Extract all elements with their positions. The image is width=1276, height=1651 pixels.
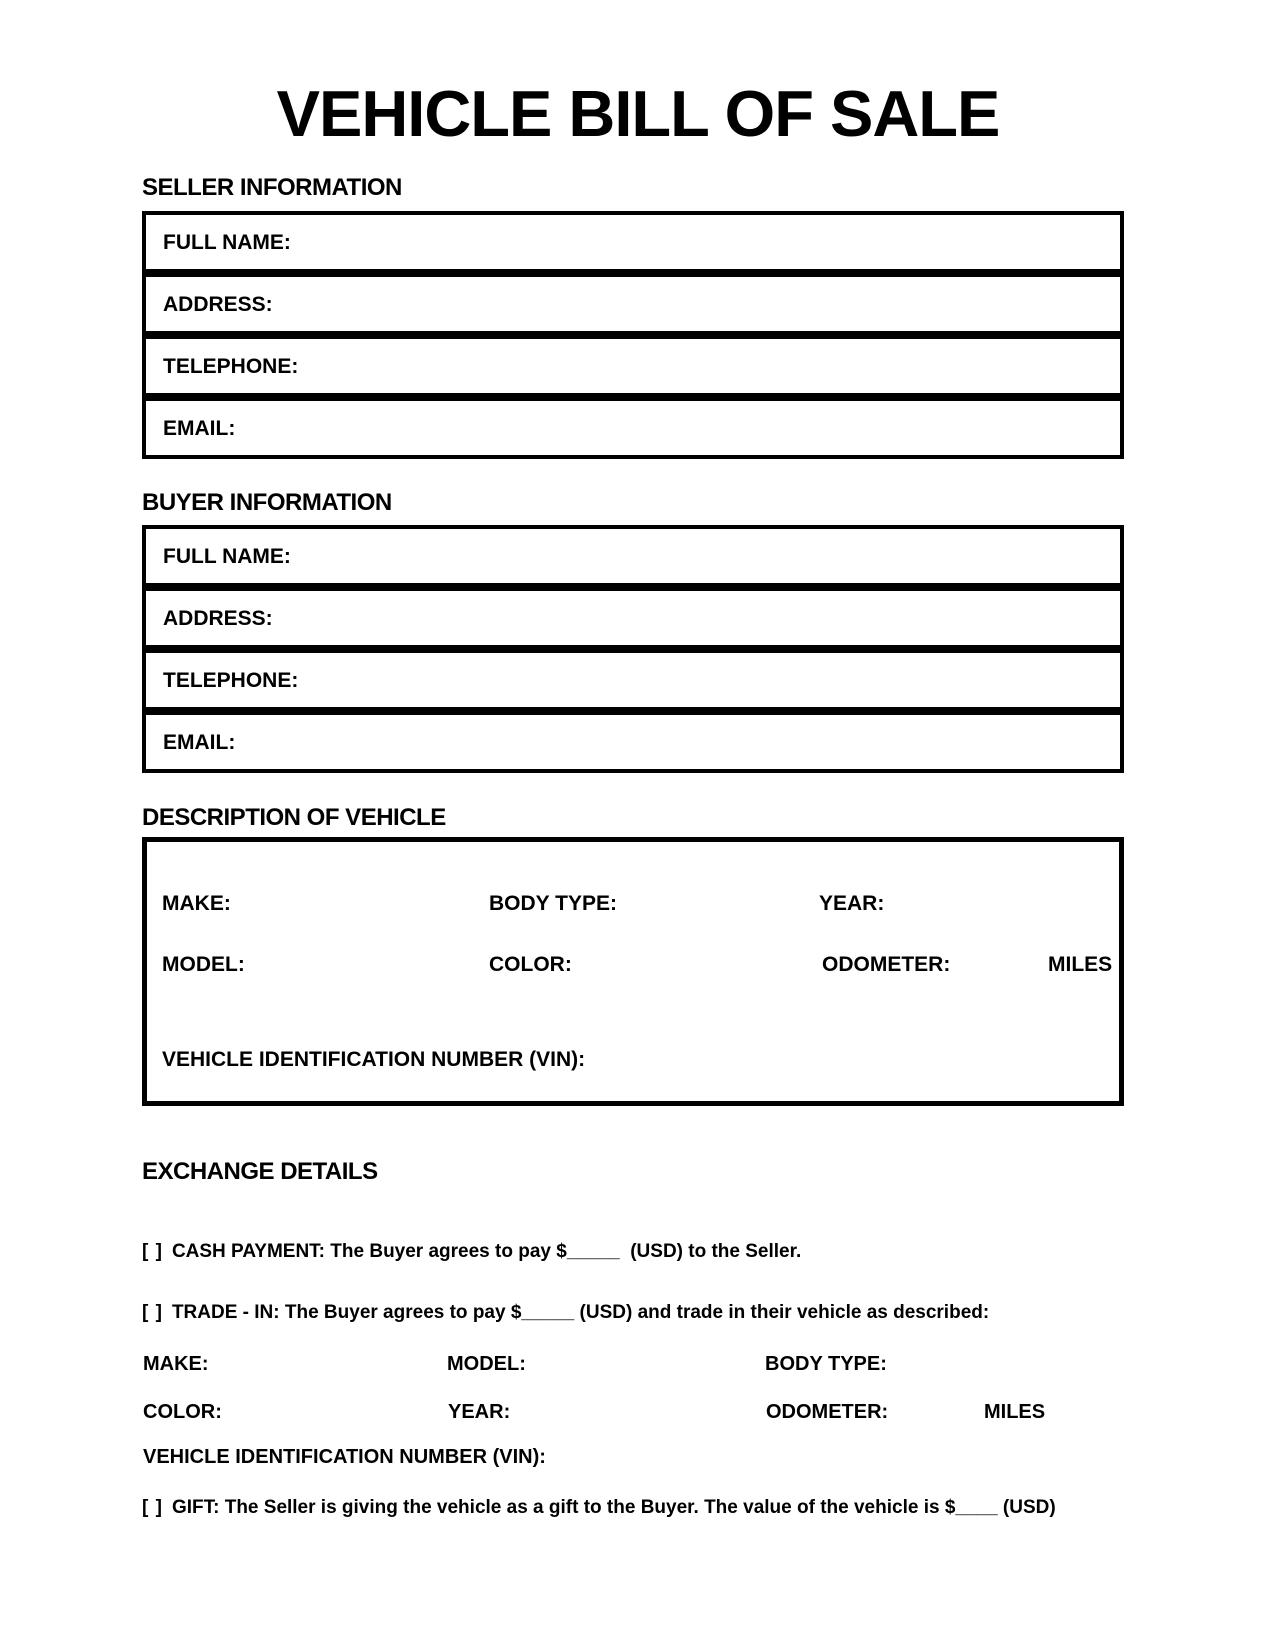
vehicle-row-1	[147, 892, 1119, 916]
buyer-address-value[interactable]	[281, 591, 1120, 645]
trade-in-text: TRADE - IN: The Buyer agrees to pay $_____ (USD) and trade in their vehicle as described:	[171, 1302, 990, 1323]
trade-odometer-label: ODOMETER:	[766, 1401, 889, 1423]
seller-email-label: EMAIL:	[163, 416, 236, 440]
vehicle-body-type-field[interactable]	[489, 892, 743, 916]
buyer-email-label: EMAIL:	[163, 730, 236, 754]
buyer-fields-table	[142, 525, 1124, 773]
seller-telephone-value[interactable]	[306, 339, 1120, 393]
trade-model-label: MODEL:	[447, 1353, 526, 1375]
trade-make-value[interactable]	[214, 1358, 324, 1376]
buyer-telephone-field[interactable]	[142, 649, 1124, 711]
seller-telephone-label: TELEPHONE:	[163, 354, 299, 378]
vehicle-model-label: MODEL:	[162, 953, 245, 976]
seller-address-value[interactable]	[281, 277, 1120, 331]
vehicle-year-value[interactable]	[890, 896, 1010, 916]
vehicle-body-type-label: BODY TYPE:	[489, 892, 617, 915]
vehicle-odometer-value[interactable]	[956, 957, 1046, 977]
trade-color-label: COLOR:	[143, 1401, 222, 1423]
vehicle-vin-field[interactable]	[162, 1048, 891, 1072]
vehicle-vin-row	[147, 1048, 1119, 1072]
buyer-email-field[interactable]	[142, 711, 1124, 773]
trade-year-label: YEAR:	[448, 1401, 511, 1423]
vehicle-color-label: COLOR:	[489, 953, 572, 976]
trade-year-field[interactable]	[448, 1400, 626, 1424]
gift-text: GIFT: The Seller is giving the vehicle as a gift to the Buyer. The value of the vehicle is $____ (USD)	[171, 1497, 1056, 1518]
trade-in-checkbox[interactable]: [ ]	[142, 1302, 163, 1323]
document-title: VEHICLE BILL OF SALE	[276, 77, 1000, 150]
vehicle-odometer-field[interactable]	[822, 953, 1046, 977]
trade-make-field[interactable]	[143, 1352, 324, 1376]
vehicle-odometer-label: ODOMETER:	[822, 953, 951, 976]
trade-vin-label: VEHICLE IDENTIFICATION NUMBER (VIN):	[143, 1446, 546, 1468]
buyer-telephone-label: TELEPHONE:	[163, 668, 299, 692]
buyer-telephone-value[interactable]	[306, 653, 1120, 707]
seller-full-name-field[interactable]	[142, 211, 1124, 273]
trade-year-value[interactable]	[516, 1406, 626, 1424]
seller-email-value[interactable]	[243, 401, 1120, 455]
trade-model-field[interactable]	[447, 1352, 641, 1376]
trade-color-value[interactable]	[227, 1406, 337, 1424]
trade-vehicle-row-1	[143, 1352, 1276, 1376]
vehicle-make-label: MAKE:	[162, 892, 231, 915]
buyer-full-name-field[interactable]	[142, 525, 1124, 587]
trade-body-type-field[interactable]	[765, 1352, 1002, 1376]
vehicle-color-value[interactable]	[578, 957, 698, 977]
buyer-section-heading: BUYER INFORMATION	[142, 489, 392, 516]
vehicle-vin-label: VEHICLE IDENTIFICATION NUMBER (VIN):	[162, 1048, 586, 1071]
seller-fields-table	[142, 211, 1124, 459]
trade-odometer-field[interactable]	[766, 1400, 974, 1424]
trade-body-type-label: BODY TYPE:	[765, 1353, 887, 1375]
vehicle-description-box	[142, 837, 1124, 1106]
buyer-address-field[interactable]	[142, 587, 1124, 649]
seller-address-field[interactable]	[142, 273, 1124, 335]
trade-odometer-value[interactable]	[894, 1406, 974, 1424]
buyer-full-name-label: FULL NAME:	[163, 544, 291, 568]
seller-telephone-field[interactable]	[142, 335, 1124, 397]
trade-make-label: MAKE:	[143, 1353, 209, 1375]
vehicle-model-value[interactable]	[251, 957, 371, 977]
cash-payment-text: CASH PAYMENT: The Buyer agrees to pay $_____ (USD) to the Seller.	[171, 1241, 802, 1262]
cash-payment-checkbox[interactable]: [ ]	[142, 1241, 163, 1262]
vehicle-make-value[interactable]	[237, 896, 357, 916]
gift-checkbox[interactable]: [ ]	[142, 1497, 163, 1518]
trade-color-field[interactable]	[143, 1400, 337, 1424]
vehicle-make-field[interactable]	[162, 892, 357, 916]
buyer-email-value[interactable]	[243, 715, 1120, 769]
buyer-full-name-value[interactable]	[299, 529, 1120, 583]
vehicle-body-type-value[interactable]	[623, 896, 743, 916]
vehicle-model-field[interactable]	[162, 953, 371, 977]
trade-body-type-value[interactable]	[892, 1358, 1002, 1376]
trade-vin-value[interactable]	[552, 1451, 852, 1469]
trade-in-option	[142, 1301, 989, 1325]
vehicle-year-field[interactable]	[819, 892, 1010, 916]
trade-model-value[interactable]	[531, 1358, 641, 1376]
vehicle-row-2	[147, 953, 1119, 977]
vehicle-year-label: YEAR:	[819, 892, 885, 915]
seller-full-name-value[interactable]	[299, 215, 1120, 269]
buyer-address-label: ADDRESS:	[163, 606, 273, 630]
trade-vehicle-row-2	[143, 1400, 1276, 1424]
trade-vin-field[interactable]	[143, 1445, 852, 1469]
cash-payment-option	[142, 1240, 801, 1264]
vehicle-color-field[interactable]	[489, 953, 698, 977]
seller-email-field[interactable]	[142, 397, 1124, 459]
exchange-section-heading: EXCHANGE DETAILS	[142, 1158, 378, 1185]
seller-full-name-label: FULL NAME:	[163, 230, 291, 254]
gift-option	[142, 1496, 1056, 1520]
vehicle-miles-unit-label: MILES	[1048, 953, 1113, 976]
seller-address-label: ADDRESS:	[163, 292, 273, 316]
vehicle-vin-value[interactable]	[591, 1052, 891, 1072]
vehicle-section-heading: DESCRIPTION OF VEHICLE	[142, 804, 446, 831]
trade-miles-unit-label: MILES	[984, 1401, 1046, 1423]
seller-section-heading: SELLER INFORMATION	[142, 174, 402, 201]
